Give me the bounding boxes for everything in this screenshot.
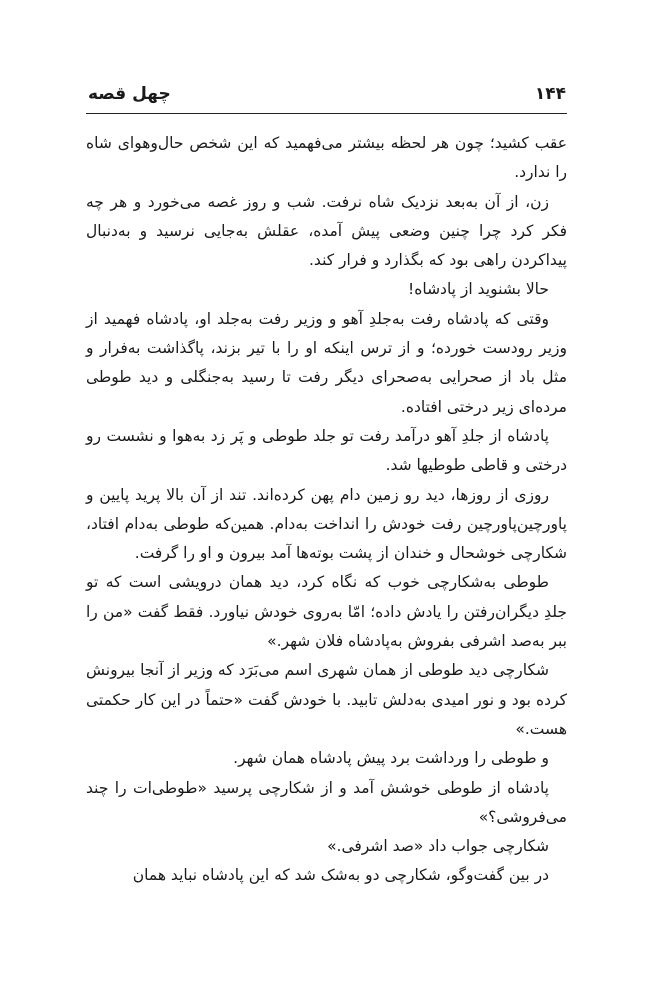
paragraph: پادشاه از طوطی خوشش آمد و از شکارچی پرسید «طوطی‌ات را چند می‌فروشی؟» [86,778,567,826]
paragraph: زن، از آن به‌بعد نزدیک شاه نرفت. شب و روز غصه می‌خورد و هر چه فکر کرد چرا چنین وضعی پیش آمده، عقلش به‌جایی نرسید و به‌دنبال پیداکردن راهی بود که بگذارد و فرار کند. [86,192,567,270]
book-title: چهل قصه [88,84,171,104]
paragraph: و طوطی را ورداشت برد پیش پادشاه همان شهر. [233,749,549,768]
header-rule [86,113,567,114]
running-header [88,84,566,110]
paragraph: طوطی به‌شکارچی خوب که نگاه کرد، دید همان درویشی است که تو جلدِ دیگران‌رفتن را یادش داده؛ امّا به‌روی خودش نیاورد. فقط گفت «من را ببر به‌صد اشرفی بفروش به‌پادشاه فلان شهر.» [86,573,567,651]
paragraph: شکارچی جواب داد «صد اشرفی.» [327,837,549,856]
paragraph: حالا بشنوید از پادشاه! [408,280,549,299]
paragraph: در بین گفت‌وگو، شکارچی دو به‌شک شد که این پادشاه نباید همان [132,866,549,885]
paragraph: عقب کشید؛ چون هر لحظه بیشتر می‌فهمید که این شخص حال‌وهوای شاه را ندارد. [86,134,567,182]
paragraph: روزی از روزها، دید رو زمین دام پهن کرده‌اند. تند از آن بالا پرید پایین و پاورچین‌پاورچین رفت خودش را انداخت به‌دام. همین‌که طوطی به‌دام افتاد، شکارچی خوشحال و خندان از پشت بوته‌ها آمد بیرون و او را گرفت. [86,485,567,563]
page-number: ۱۴۴ [534,84,566,104]
paragraph: وقتی که پادشاه رفت به‌جلدِ آهو و وزیر رفت به‌جلد او، پادشاه فهمید از وزیر رودست خورده؛ و از ترس اینکه او را با تیر بزند، پاگذاشت به‌فرار و مثل باد از صحرایی به‌صحرای دیگر رفت تا رسید به‌جنگلی و دید طوطی مرده‌ای زیر درختی افتاده. [86,309,567,416]
paragraph: پادشاه از جلدِ آهو درآمد رفت تو جلد طوطی و پَر زد به‌هوا و نشست رو درختی و قاطی طوطیها شد. [86,426,567,475]
paragraph: شکارچی دید طوطی از همان شهری اسم می‌بَرَد که وزیر از آنجا بیرونش کرده بود و نور امیدی به‌دلش تابید. با خودش گفت «حتماً در این کار حکمتی هست.» [86,661,567,738]
body-text [86,129,567,891]
